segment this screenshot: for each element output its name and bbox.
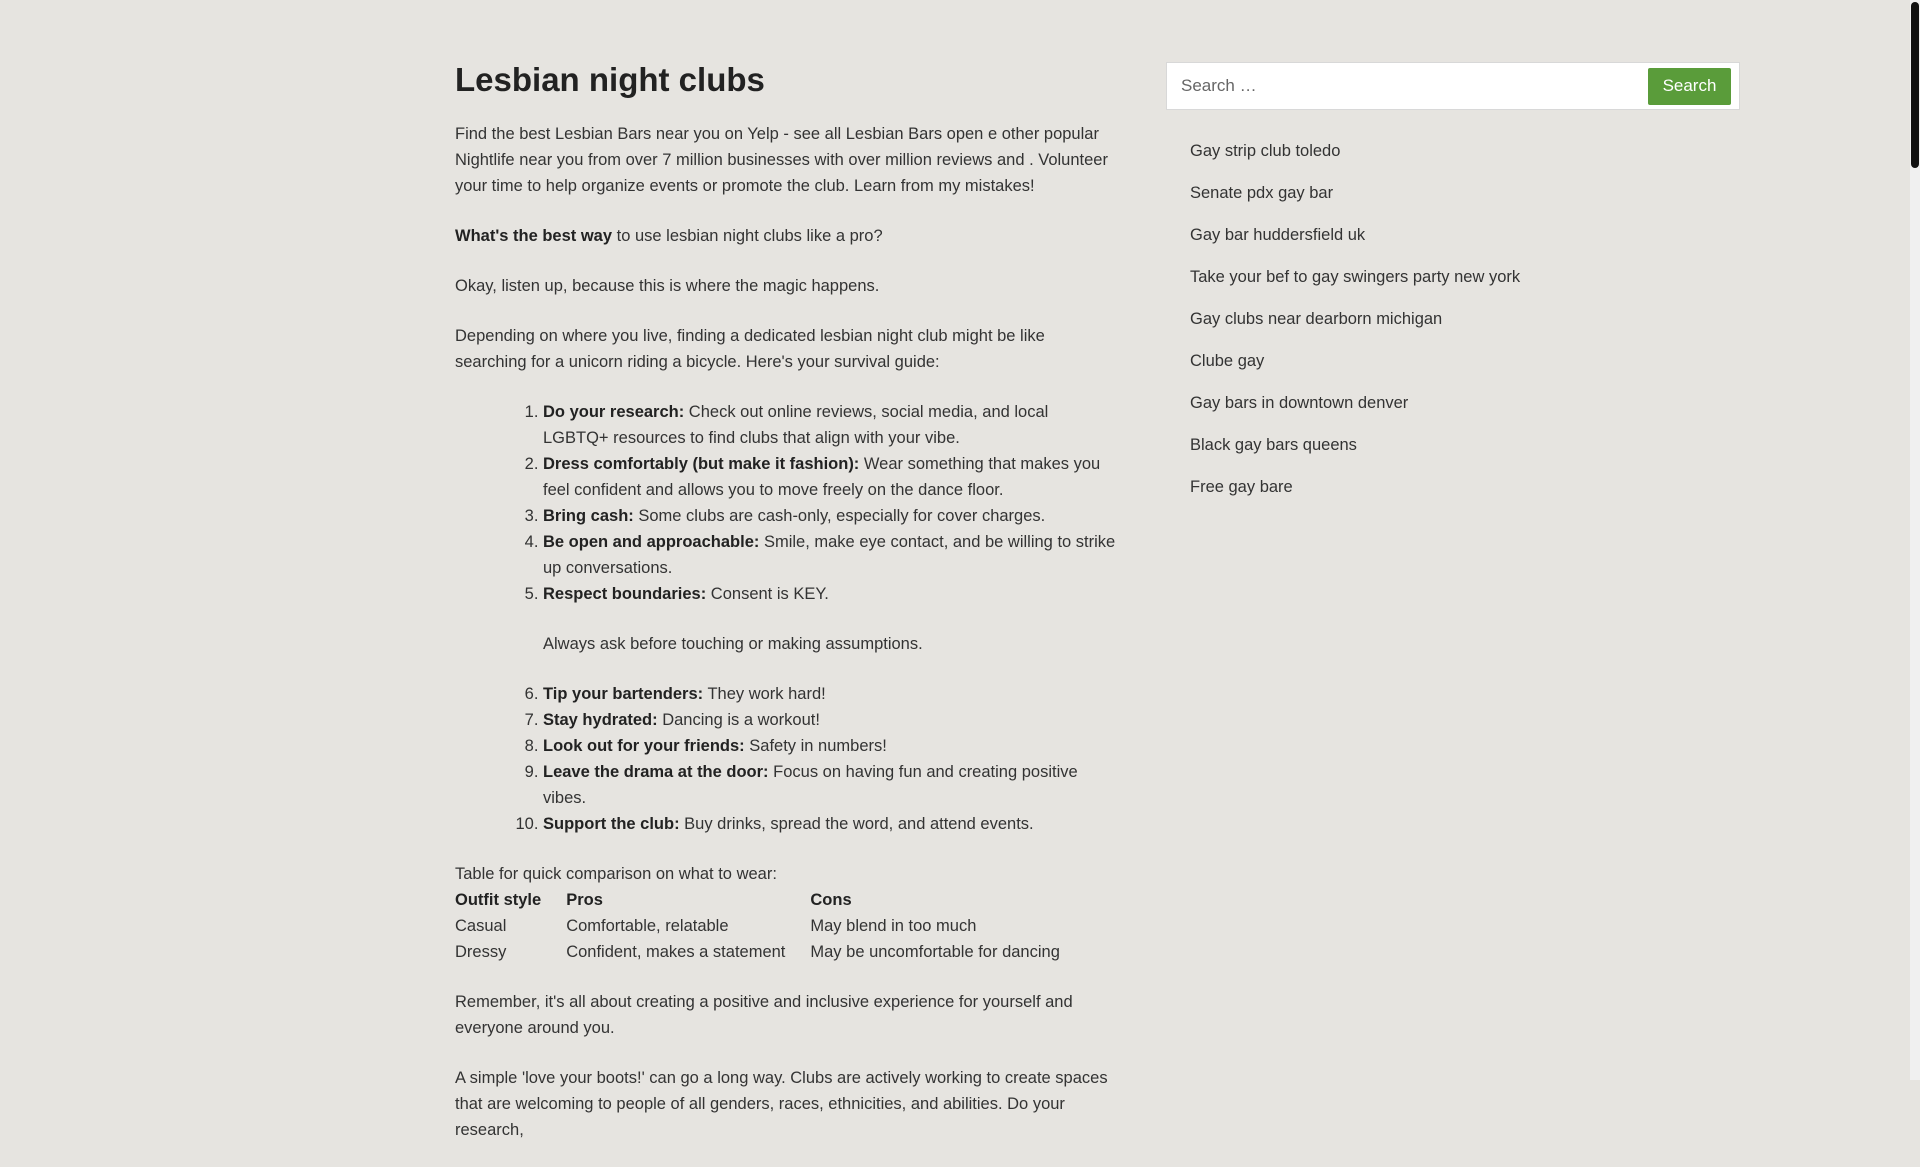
tip-text: Safety in numbers!: [744, 737, 887, 755]
search-input[interactable]: [1179, 75, 1648, 97]
list-item: [543, 733, 1117, 759]
sidebar-link[interactable]: Take your bef to gay swingers party new york: [1190, 268, 1521, 286]
tip-text: Consent is KEY.: [706, 585, 829, 603]
sidebar-link[interactable]: Clube gay: [1190, 352, 1265, 370]
paragraph-survival: Depending on where you live, finding a dedicated lesbian night club might be like searching for a unicorn riding a bicycle. Here's your survival guide:: [455, 327, 1045, 371]
tip-text: Wear something that makes you feel confident and allows you to move freely on the dance floor.: [543, 455, 1101, 499]
tip-note: Always ask before touching or making assumptions.: [543, 635, 923, 653]
list-item: [543, 681, 1117, 707]
article: [455, 58, 1117, 1167]
tip-bold: Dress comfortably (but make it fashion):: [543, 455, 860, 473]
table-cell: Comfortable, relatable: [566, 917, 729, 935]
sidebar-link[interactable]: Free gay bare: [1190, 478, 1293, 496]
search-button[interactable]: Search: [1648, 68, 1731, 105]
sidebar-links: [1166, 138, 1740, 500]
table-cell: May blend in too much: [810, 917, 977, 935]
table-header: Outfit style: [455, 891, 542, 909]
tip-text: Focus on having fun and creating positive vibes.: [543, 763, 1078, 807]
tip-bold: Do your research:: [543, 403, 685, 421]
sidebar-link[interactable]: Black gay bars queens: [1190, 436, 1357, 454]
table-header: Pros: [566, 891, 603, 909]
sidebar-link[interactable]: Gay bars in downtown denver: [1190, 394, 1409, 412]
table-intro: Table for quick comparison on what to wear:: [455, 865, 777, 883]
tips-list: [455, 399, 1117, 837]
tip-bold: Stay hydrated:: [543, 711, 658, 729]
paragraph-remember: Remember, it's all about creating a positive and inclusive experience for yourself and everyone around you.: [455, 993, 1073, 1037]
sidebar-link[interactable]: Senate pdx gay bar: [1190, 184, 1334, 202]
question-paragraph: [455, 223, 1117, 249]
intro-paragraph: Find the best Lesbian Bars near you on Yelp - see all Lesbian Bars open e other popular Nightlife near you from over 7 million businesses with over million reviews and . Volunteer your time to help organize events or promote the club. Learn from my mistakes!: [455, 125, 1108, 195]
table-cell: Confident, makes a statement: [566, 943, 786, 961]
tip-bold: Leave the drama at the door:: [543, 763, 769, 781]
table-header: Cons: [810, 891, 852, 909]
page-title: Lesbian night clubs: [455, 61, 765, 98]
tip-bold: Look out for your friends:: [543, 737, 745, 755]
tip-text: Some clubs are cash-only, especially for cover charges.: [633, 507, 1046, 525]
list-item: [543, 451, 1117, 503]
table-cell: May be uncomfortable for dancing: [810, 943, 1060, 961]
tip-text: They work hard!: [703, 685, 826, 703]
tip-text: Smile, make eye contact, and be willing to strike up conversations.: [543, 533, 1116, 577]
search-form: [1166, 62, 1740, 110]
list-item: [543, 399, 1117, 451]
tip-bold: Bring cash:: [543, 507, 634, 525]
sidebar-link[interactable]: Gay clubs near dearborn michigan: [1190, 310, 1443, 328]
table-cell: Casual: [455, 917, 507, 935]
question-bold: What's the best way: [455, 227, 613, 245]
table-header-row: [455, 887, 1085, 913]
tip-bold: Tip your bartenders:: [543, 685, 704, 703]
list-item: [543, 529, 1117, 581]
table-cell: Dressy: [455, 943, 507, 961]
scrollbar-thumb[interactable]: [1911, 2, 1919, 168]
tip-bold: Be open and approachable:: [543, 533, 760, 551]
list-item: [543, 811, 1117, 837]
table-row: [455, 939, 1085, 965]
question-rest: to use lesbian night clubs like a pro?: [612, 227, 883, 245]
table-row: [455, 913, 1085, 939]
tip-text: Buy drinks, spread the word, and attend events.: [679, 815, 1034, 833]
sidebar-link[interactable]: Gay strip club toledo: [1190, 142, 1341, 160]
sidebar-link[interactable]: Gay bar huddersfield uk: [1190, 226, 1366, 244]
comparison-table: [455, 887, 1085, 965]
list-item: [543, 707, 1117, 733]
paragraph-simple: A simple 'love your boots!' can go a long way. Clubs are actively working to create spaces that are welcoming to people of all genders, races, ethnicities, and abilities. Do your research,: [455, 1069, 1108, 1139]
paragraph-listen-up: Okay, listen up, because this is where the magic happens.: [455, 277, 880, 295]
tip-bold: Support the club:: [543, 815, 680, 833]
tip-text: Check out online reviews, social media, and local LGBTQ+ resources to find clubs that align with your vibe.: [543, 403, 1049, 447]
list-item: [543, 759, 1117, 811]
list-item: [543, 581, 1117, 657]
scrollbar[interactable]: [1910, 0, 1920, 1080]
list-item: [543, 503, 1117, 529]
sidebar: [1166, 62, 1740, 516]
tip-bold: Respect boundaries:: [543, 585, 707, 603]
tip-text: Dancing is a workout!: [657, 711, 820, 729]
